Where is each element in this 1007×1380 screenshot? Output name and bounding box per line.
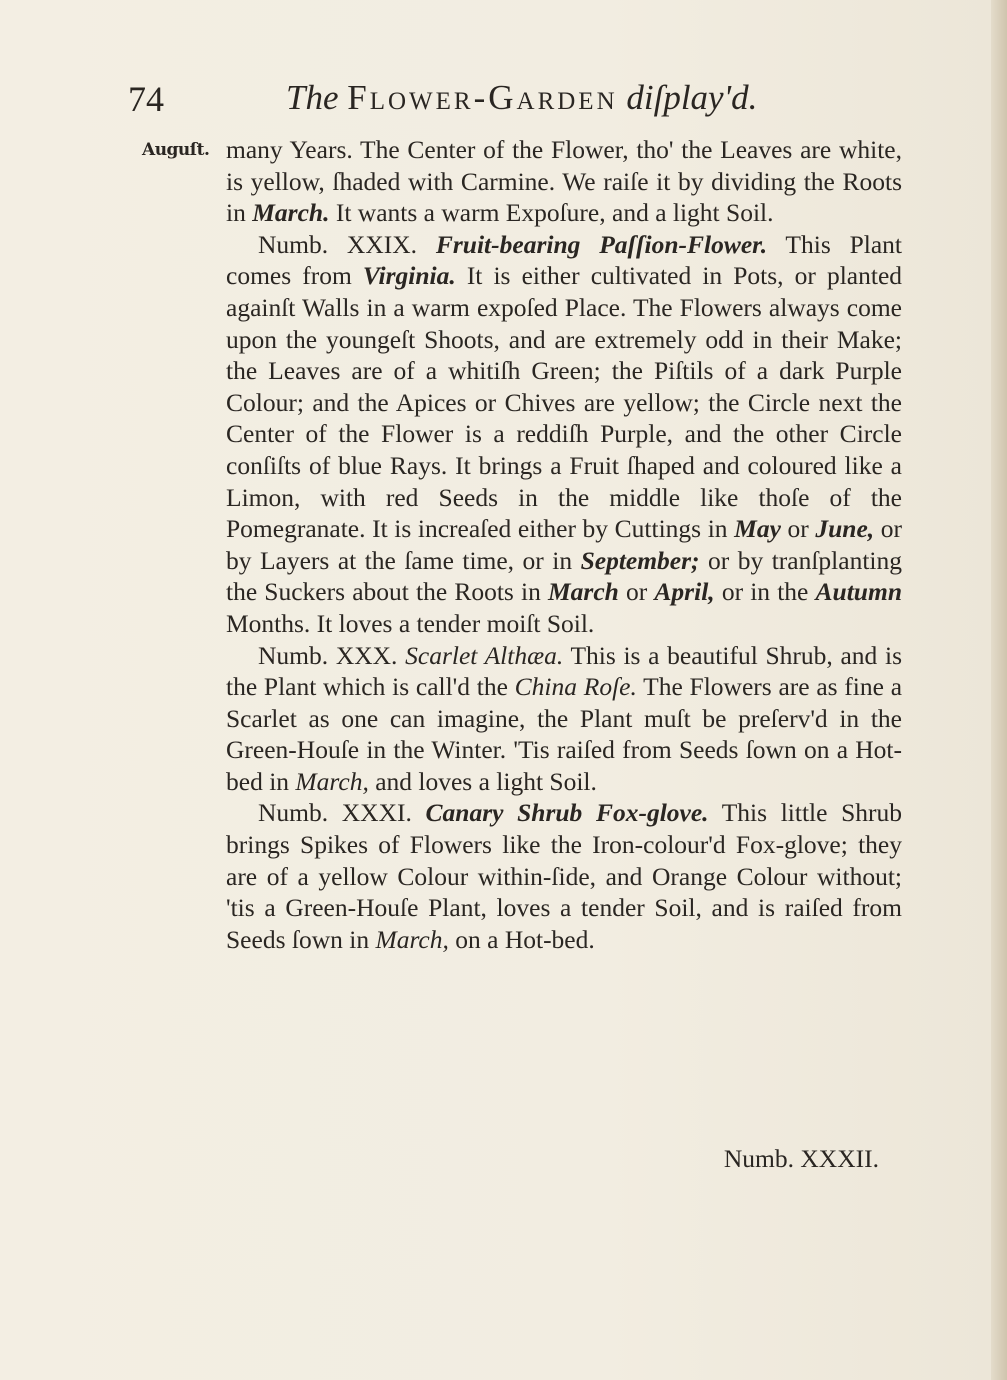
italic-run: June,: [815, 514, 875, 544]
italic-run: September;: [580, 545, 700, 575]
italic-run: March.: [252, 198, 330, 228]
text-run: or: [780, 514, 816, 544]
page-edge: [991, 0, 1007, 1380]
title-displayed: diſplay'd.: [626, 78, 758, 117]
italic-run: Autumn: [815, 577, 903, 607]
paragraph: [226, 640, 902, 798]
title-the: The: [286, 78, 339, 117]
page-number: 74: [128, 79, 164, 119]
running-title: [286, 78, 757, 118]
italic-run: March,: [295, 766, 369, 796]
italic-run: May: [734, 514, 781, 544]
marginal-note: Auguſt.: [142, 140, 210, 160]
text-run: and loves a light Soil.: [368, 766, 597, 796]
text-run: This Plant comes from: [226, 229, 902, 291]
text-run: or by tranſplanting the Suckers about the Roots in: [226, 545, 903, 607]
body-text: [226, 134, 902, 955]
paragraph: [226, 134, 902, 229]
paragraph: [226, 229, 902, 640]
italic-run: Virginia.: [362, 261, 456, 291]
italic-run: April,: [654, 577, 715, 607]
text-run: Numb. XXX.: [258, 640, 406, 670]
text-run: It wants a warm Expoſure, and a light Soil.: [329, 198, 774, 228]
italic-run: China Roſe.: [514, 672, 637, 702]
text-run: Months. It loves a tender moiſt Soil.: [226, 608, 595, 638]
text-run: or: [618, 577, 655, 607]
text-run: The Flowers are as fine a Scarlet as one can imagine, the Plant muſt be preſerv'd in the Green-Houſe in the Winter. 'Tis raiſed from Seeds ſown on a Hot-bed in: [226, 672, 903, 796]
text-run: This little Shrub brings Spikes of Flowers like the Iron-colour'd Fox-glove; they are of a yellow Colour within-ſide, and Orange Colour without; 'tis a Green-Houſe Plant, loves a tender Soil, and is raiſed from Seeds ſown in: [226, 798, 902, 954]
text-run: or by Layers at the ſame time, or in: [226, 514, 902, 575]
italic-run: Fruit-bearing Paſſion-Flower.: [435, 229, 768, 259]
text-run: It is either cultivated in Pots, or planted againſt Walls in a warm expoſed Place. The Flowers always come upon the youngeſt Shoots, and are extremely odd in their Make; the Leaves are of a whitiſh Green; the Piſtils of a dark Purple Colour; and the Apices or Chives are yellow; the Circle next the Center of the Flower is a reddiſh Purple, and the other Circle conſiſts of blue Rays. It brings a Fruit ſhaped and coloured like a Limon, with red Seeds in the middle like thoſe of the Pomegranate. It is increaſed either by Cuttings in: [226, 261, 903, 544]
text-run: many Years. The Center of the Flower, tho' the Leaves are white, is yellow, ſhaded with Carmine. We raiſe it by dividing the Roots in: [226, 135, 902, 228]
paragraph: [226, 797, 902, 955]
running-header: [128, 78, 888, 126]
italic-run: Scarlet Althæa.: [405, 640, 564, 670]
italic-run: March,: [375, 924, 449, 954]
text-run: Numb. XXIX.: [258, 229, 436, 259]
title-main: Flower-Garden: [347, 78, 618, 117]
catchword: Numb. XXXII.: [723, 1144, 879, 1173]
text-run: This is a beautiful Shrub, and is the Plant which is call'd the: [226, 640, 902, 702]
text-run: on a Hot-bed.: [448, 924, 595, 954]
text-run: Numb. XXXI.: [258, 798, 426, 828]
text-run: or in the: [714, 577, 816, 607]
italic-run: March: [548, 577, 619, 607]
italic-run: Canary Shrub Fox-glove.: [425, 798, 709, 828]
